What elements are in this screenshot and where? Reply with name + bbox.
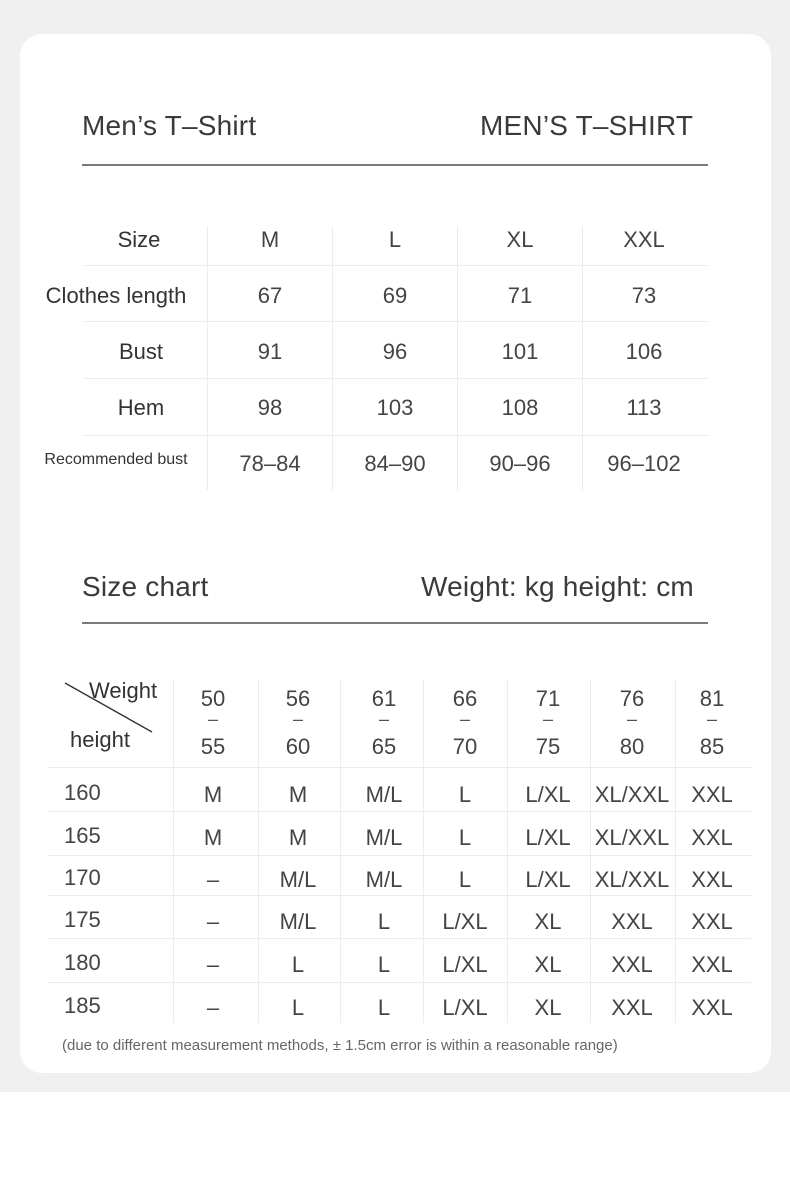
measurement-cell: 98 bbox=[257, 395, 283, 420]
measurement-note: (due to different measurement methods, ± 1.5cm error is within a reasonable range) bbox=[62, 1037, 618, 1054]
recommended-size-cell: XL bbox=[534, 995, 562, 1020]
weight-range-separator: – bbox=[459, 709, 470, 729]
weight-range-from: 71 bbox=[535, 686, 561, 711]
recommended-size-cell: XXL bbox=[691, 909, 733, 934]
recommended-size-cell: L/XL bbox=[525, 867, 571, 892]
measurement-row-label: Recommended bust bbox=[44, 451, 188, 468]
recommended-size-cell: M/L bbox=[279, 909, 317, 934]
size-header-cell: XL bbox=[506, 227, 534, 252]
height-value: 160 bbox=[64, 780, 101, 805]
recommended-size-cell: M bbox=[203, 782, 223, 807]
weight-range-to: 60 bbox=[285, 734, 311, 759]
height-value: 175 bbox=[64, 907, 101, 932]
recommended-size-cell: M/L bbox=[365, 867, 403, 892]
measurement-cell: 103 bbox=[376, 395, 414, 420]
recommended-size-cell: M/L bbox=[365, 782, 403, 807]
recommended-size-cell: XXL bbox=[691, 825, 733, 850]
recommended-size-cell: L bbox=[377, 909, 391, 934]
measurement-cell: 78–84 bbox=[239, 451, 301, 476]
recommended-size-cell: L bbox=[458, 867, 472, 892]
measurement-cell: 71 bbox=[507, 283, 533, 308]
measurement-cell: 108 bbox=[501, 395, 539, 420]
size-chart-units: Weight: kg height: cm bbox=[421, 571, 694, 602]
recommended-size-cell: XXL bbox=[691, 782, 733, 807]
measurement-cell: 96–102 bbox=[607, 451, 681, 476]
weight-range-from: 56 bbox=[285, 686, 311, 711]
recommended-size-cell: – bbox=[206, 952, 220, 977]
weight-range-from: 81 bbox=[699, 686, 725, 711]
measurement-row-label: Hem bbox=[117, 395, 165, 420]
weight-range-separator: – bbox=[626, 709, 637, 729]
corner-weight-label: Weight bbox=[89, 678, 158, 703]
table-column-divider bbox=[457, 226, 458, 490]
recommended-size-cell: L bbox=[291, 995, 305, 1020]
measurement-cell: 91 bbox=[257, 339, 283, 364]
size-chart-title: Size chart bbox=[82, 571, 209, 602]
size-header-label: Size bbox=[117, 227, 161, 252]
height-value: 180 bbox=[64, 950, 101, 975]
recommended-size-cell: L bbox=[458, 782, 472, 807]
recommended-size-cell: M bbox=[288, 782, 308, 807]
recommended-size-cell: XXL bbox=[611, 909, 653, 934]
recommended-size-cell: XL/XXL bbox=[594, 782, 670, 807]
recommended-size-cell: XXL bbox=[611, 952, 653, 977]
tshirt-title: Men’s T–Shirt bbox=[82, 110, 257, 141]
recommended-size-cell: XXL bbox=[691, 867, 733, 892]
recommended-size-cell: L/XL bbox=[525, 825, 571, 850]
table-column-divider bbox=[582, 226, 583, 490]
height-value: 165 bbox=[64, 823, 101, 848]
weight-range-separator: – bbox=[207, 709, 218, 729]
recommended-size-cell: XL/XXL bbox=[594, 867, 670, 892]
recommended-size-cell: L bbox=[377, 995, 391, 1020]
recommended-size-cell: L bbox=[377, 952, 391, 977]
size-header-cell: XXL bbox=[623, 227, 665, 252]
recommended-size-cell: XXL bbox=[691, 952, 733, 977]
measurement-cell: 113 bbox=[626, 395, 662, 420]
weight-range-from: 66 bbox=[452, 686, 478, 711]
recommended-size-cell: XL bbox=[534, 909, 562, 934]
recommended-size-cell: L bbox=[458, 825, 472, 850]
weight-range-to: 55 bbox=[200, 734, 226, 759]
recommended-size-cell: M/L bbox=[279, 867, 317, 892]
size-header-cell: M bbox=[260, 227, 280, 252]
recommended-size-cell: XXL bbox=[691, 995, 733, 1020]
measurement-cell: 69 bbox=[382, 283, 408, 308]
height-value: 185 bbox=[64, 993, 101, 1018]
weight-range-separator: – bbox=[542, 709, 553, 729]
corner-height-label: height bbox=[70, 727, 130, 752]
weight-range-to: 85 bbox=[699, 734, 725, 759]
measurement-cell: 84–90 bbox=[364, 451, 426, 476]
recommended-size-cell: L bbox=[291, 952, 305, 977]
weight-range-from: 50 bbox=[200, 686, 226, 711]
weight-range-to: 70 bbox=[452, 734, 478, 759]
recommended-size-cell: – bbox=[206, 867, 220, 892]
tshirt-title-rule bbox=[82, 164, 708, 166]
recommended-size-cell: M/L bbox=[365, 825, 403, 850]
recommended-size-cell: M bbox=[288, 825, 308, 850]
weight-range-to: 80 bbox=[619, 734, 645, 759]
recommended-size-cell: L/XL bbox=[442, 995, 488, 1020]
recommended-size-cell: XL/XXL bbox=[594, 825, 670, 850]
measurement-row-label: Bust bbox=[118, 339, 164, 364]
measurement-cell: 101 bbox=[501, 339, 539, 364]
weight-range-from: 61 bbox=[371, 686, 397, 711]
measurement-cell: 73 bbox=[631, 283, 657, 308]
measurement-cell: 90–96 bbox=[489, 451, 551, 476]
weight-range-separator: – bbox=[706, 709, 717, 729]
weight-range-separator: – bbox=[378, 709, 389, 729]
chart-row-divider bbox=[48, 767, 751, 768]
recommended-size-cell: M bbox=[203, 825, 223, 850]
weight-range-from: 76 bbox=[619, 686, 645, 711]
size-chart-title-rule bbox=[82, 622, 708, 624]
weight-range-separator: – bbox=[292, 709, 303, 729]
recommended-size-cell: XXL bbox=[611, 995, 653, 1020]
recommended-size-cell: – bbox=[206, 995, 220, 1020]
recommended-size-cell: L/XL bbox=[442, 952, 488, 977]
tshirt-title-caps: MEN’S T–SHIRT bbox=[480, 110, 694, 141]
height-value: 170 bbox=[64, 865, 101, 890]
recommended-size-cell: L/XL bbox=[442, 909, 488, 934]
recommended-size-cell: XL bbox=[534, 952, 562, 977]
weight-range-to: 65 bbox=[371, 734, 397, 759]
measurement-cell: 106 bbox=[625, 339, 663, 364]
measurement-row-label: Clothes length bbox=[45, 283, 187, 308]
weight-range-to: 75 bbox=[535, 734, 561, 759]
size-header-cell: L bbox=[388, 227, 402, 252]
recommended-size-cell: L/XL bbox=[525, 782, 571, 807]
recommended-size-cell: – bbox=[206, 909, 220, 934]
measurement-cell: 96 bbox=[382, 339, 408, 364]
measurement-cell: 67 bbox=[257, 283, 283, 308]
table-column-divider bbox=[332, 226, 333, 490]
